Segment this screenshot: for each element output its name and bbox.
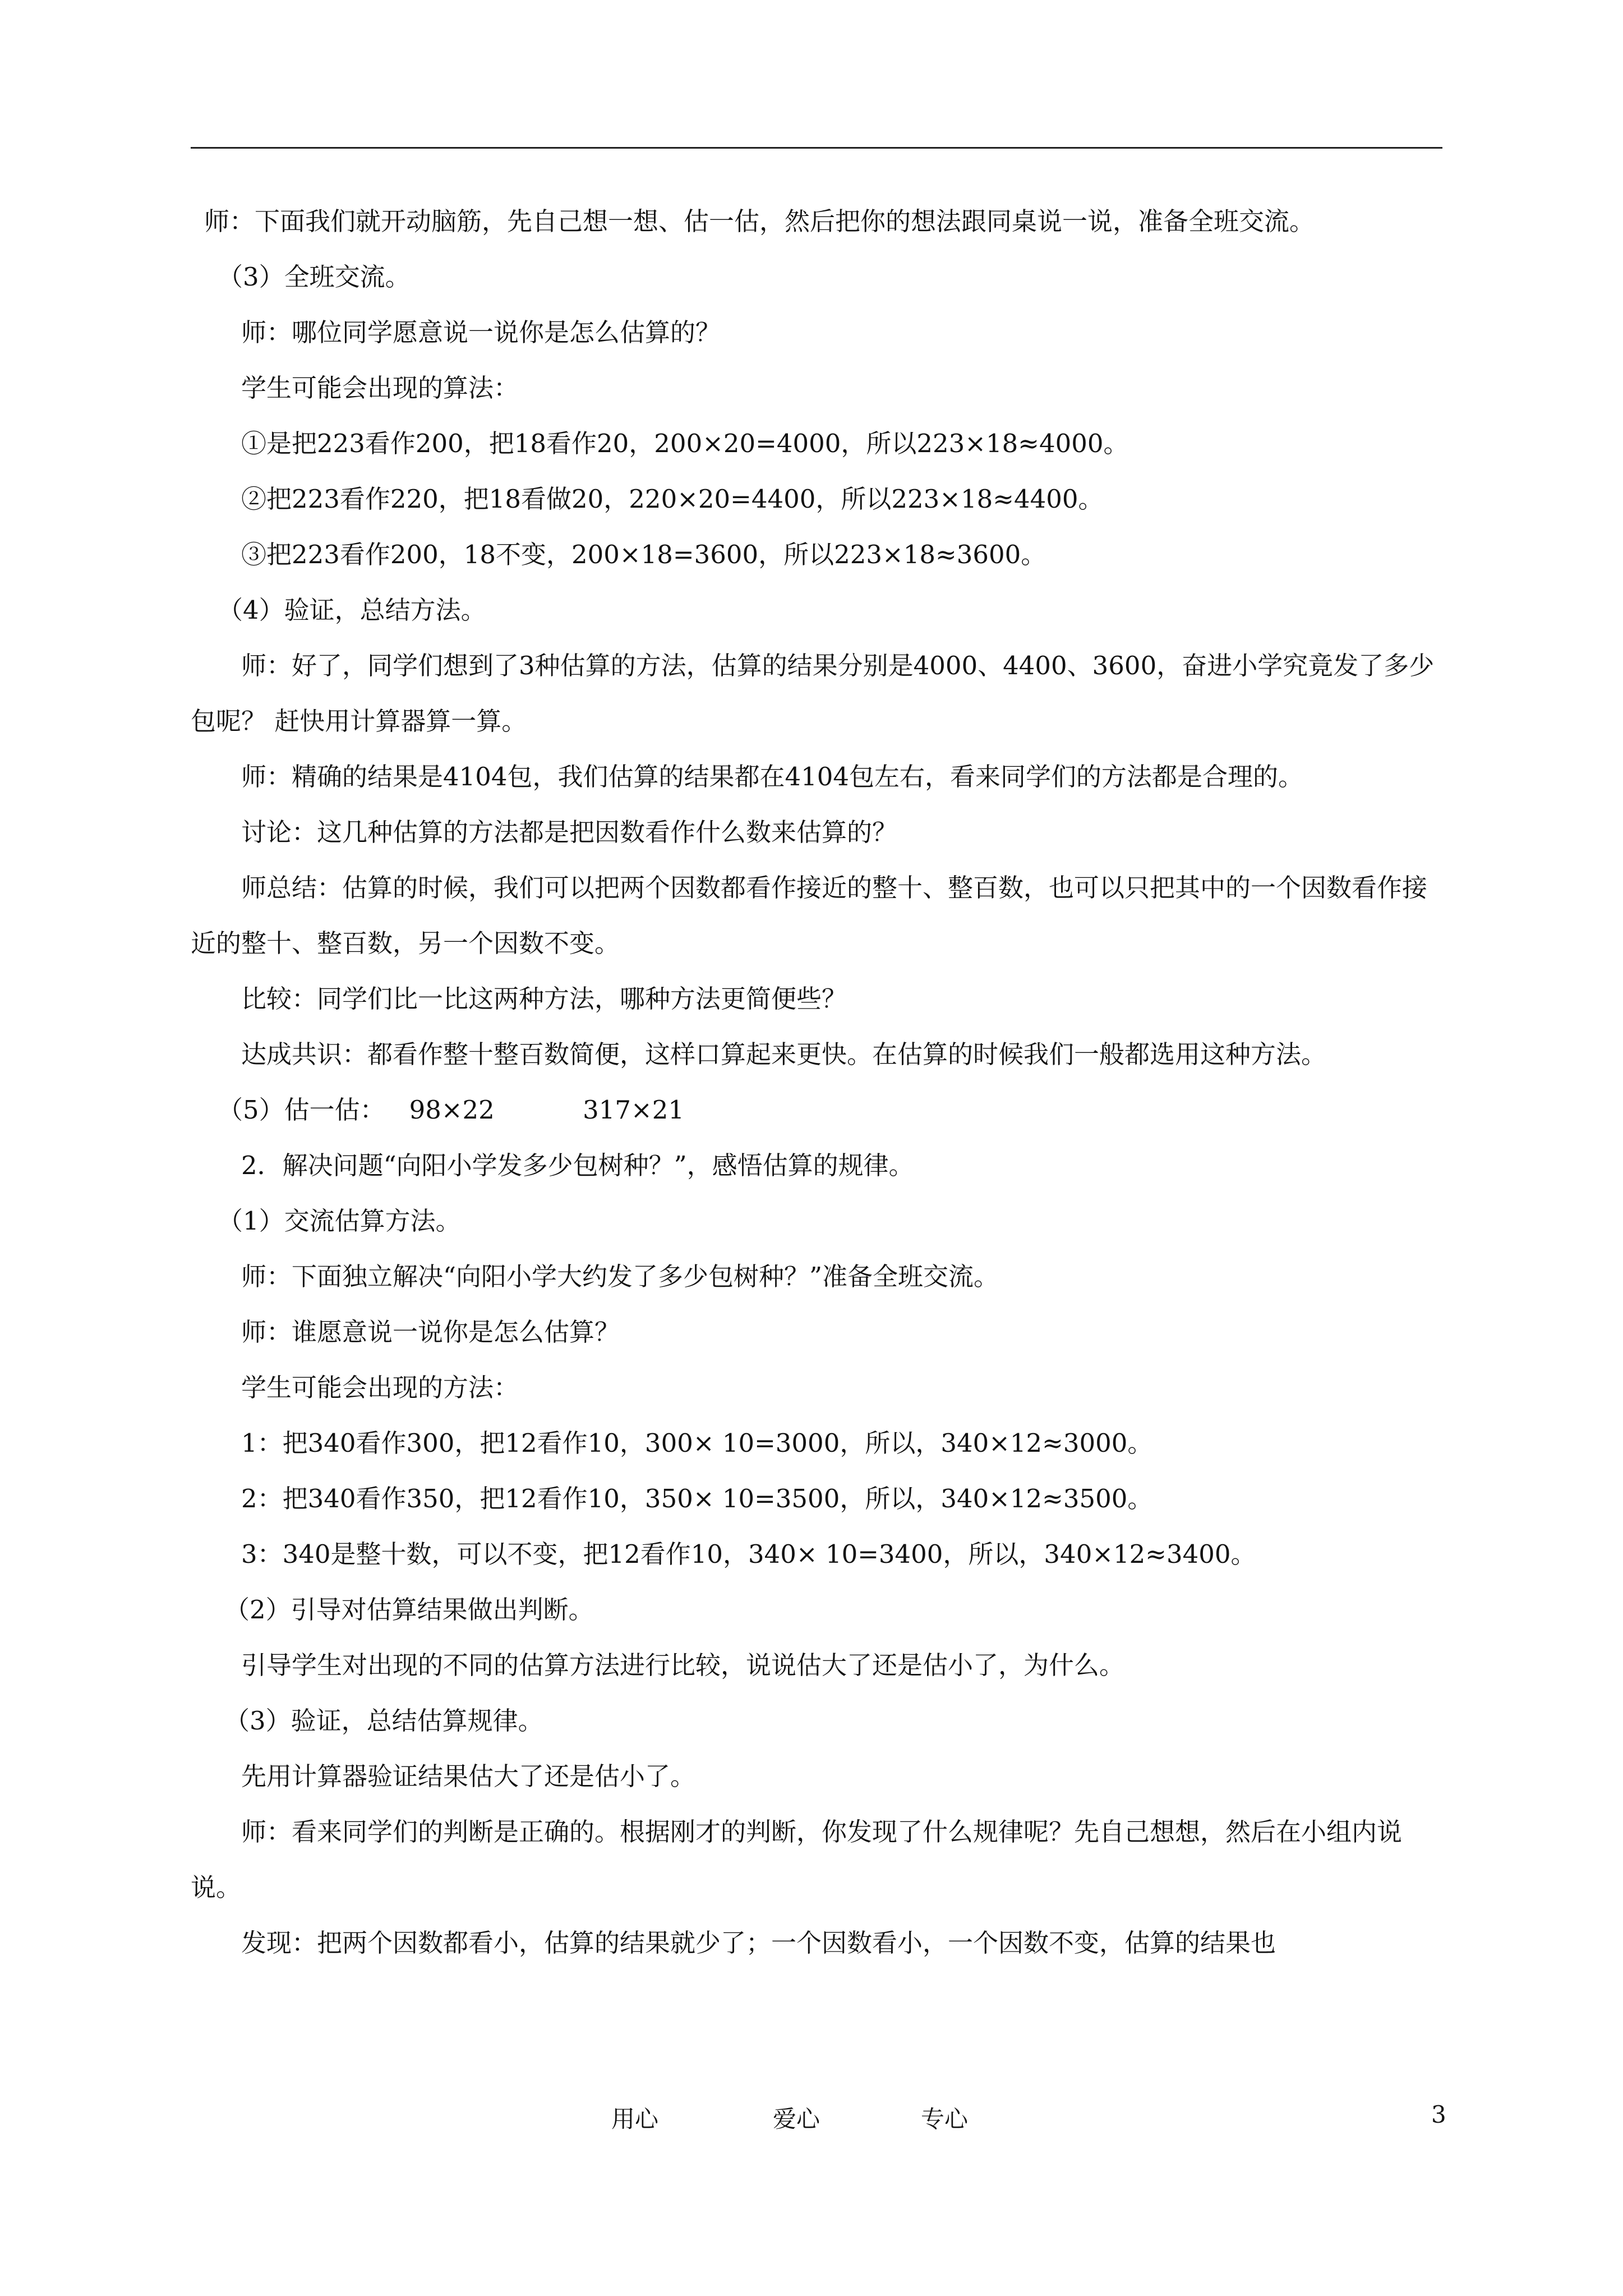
document-body <box>191 194 1442 1971</box>
paragraph: （3）全班交流。 <box>218 262 411 292</box>
page-number: 3 <box>1431 2101 1446 2128</box>
paragraph: 达成共识：都看作整十整百数简便，这样口算起来更快。在估算的时候我们一般都选用这种方法。 <box>241 1039 1327 1069</box>
estimate-item: 98×22 <box>409 1095 495 1125</box>
footer-motto: 用心 <box>611 2105 659 2133</box>
paragraph: （2）引导对估算结果做出判断。 <box>224 1595 594 1625</box>
paragraph: 师：下面独立解决“向阳小学大约发了多少包树种？”准备全班交流。 <box>241 1262 999 1291</box>
paragraph: ①是把223看作200，把18看作20，200×20=4000，所以223×18≈4000。 <box>241 429 1129 458</box>
page-footer <box>0 2101 1623 2134</box>
paragraph: 引导学生对出现的不同的估算方法进行比较，说说估大了还是估小了，为什么。 <box>241 1650 1125 1680</box>
header-rule <box>191 147 1442 149</box>
estimate-row <box>191 1082 1442 1138</box>
footer-motto: 爱心 <box>773 2105 820 2133</box>
paragraph: 师：谁愿意说一说你是怎么估算？ <box>241 1317 620 1347</box>
paragraph: 师：哪位同学愿意说一说你是怎么估算的？ <box>241 318 721 347</box>
paragraph: 3：340是整十数，可以不变，把12看作10，340× 10=3400，所以，340×12≈3400。 <box>241 1539 1256 1569</box>
paragraph: 讨论：这几种估算的方法都是把因数看作什么数来估算的？ <box>241 817 898 847</box>
paragraph: 学生可能会出现的方法： <box>241 1373 519 1402</box>
footer-motto: 专心 <box>921 2105 969 2133</box>
paragraph: 师总结：估算的时候，我们可以把两个因数都看作接近的整十、整百数，也可以只把其中的一个因数看作接近的整十、整百数，另一个因数不变。 <box>191 873 1428 958</box>
paragraph: （3）验证，总结估算规律。 <box>224 1706 543 1736</box>
paragraph: 1：把340看作300，把12看作10，300× 10=3000，所以，340×12≈3000。 <box>241 1428 1153 1458</box>
paragraph: 2．解决问题“向阳小学发多少包树种？”，感悟估算的规律。 <box>241 1151 914 1180</box>
paragraph: 先用计算器验证结果估大了还是估小了。 <box>241 1761 696 1791</box>
estimate-item: 317×21 <box>583 1095 685 1125</box>
paragraph: （4）验证，总结方法。 <box>218 595 486 625</box>
estimate-label: （5）估一估： <box>218 1095 385 1125</box>
paragraph: 比较：同学们比一比这两种方法，哪种方法更简便些？ <box>241 984 847 1014</box>
paragraph: 2：把340看作350，把12看作10，350× 10=3500，所以，340×12≈3500。 <box>241 1484 1153 1513</box>
paragraph: ②把223看作220，把18看做20，220×20=4400，所以223×18≈4400。 <box>241 484 1104 514</box>
paragraph: 师：下面我们就开动脑筋，先自己想一想、估一估，然后把你的想法跟同桌说一说，准备全班交流。 <box>204 206 1315 236</box>
paragraph: 师：精确的结果是4104包，我们估算的结果都在4104包左右，看来同学们的方法都是合理的。 <box>241 762 1304 792</box>
paragraph: ③把223看作200，18不变，200×18=3600，所以223×18≈3600。 <box>241 540 1046 569</box>
paragraph: 发现：把两个因数都看小，估算的结果就少了；一个因数看小，一个因数不变，估算的结果也 <box>241 1928 1276 1958</box>
paragraph: 学生可能会出现的算法： <box>241 373 519 403</box>
paragraph: （1）交流估算方法。 <box>218 1206 461 1236</box>
paragraph: 师：看来同学们的判断是正确的。根据刚才的判断，你发现了什么规律呢？先自己想想，然后在小组内说说。 <box>191 1817 1403 1902</box>
paragraph: 师：好了，同学们想到了3种估算的方法，估算的结果分别是4000、4400、3600，奋进小学究竟发了多少包呢？ 赶快用计算器算一算。 <box>191 651 1435 736</box>
